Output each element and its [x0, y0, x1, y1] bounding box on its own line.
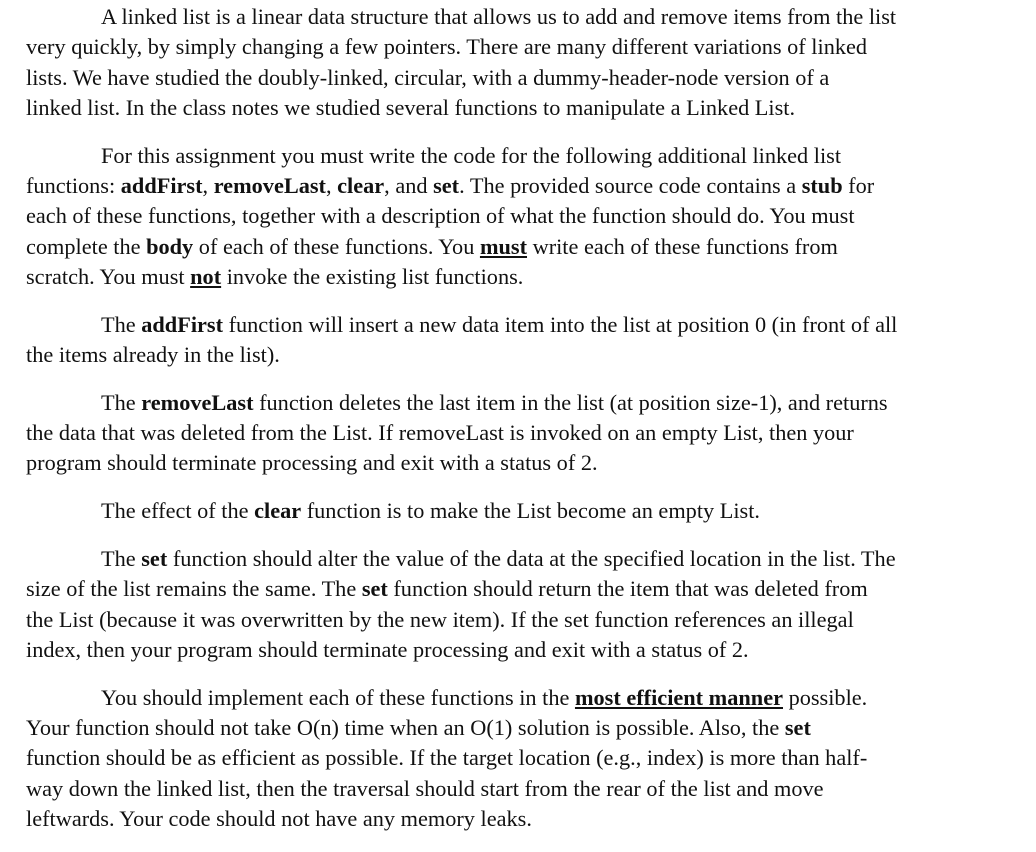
emphasized-text: must: [479, 233, 528, 259]
text-run: invoke the existing list functions.: [221, 263, 524, 289]
paragraph-removelast: [26, 388, 996, 479]
emphasized-text: removeLast: [141, 389, 254, 415]
text-run: of each of these functions. You: [193, 233, 480, 259]
text-line: [26, 340, 996, 370]
text-run: function should be as efficient as possible. If the target location (e.g., index) is more than half-: [26, 745, 868, 771]
text-line: [26, 544, 996, 574]
emphasized-text: set: [361, 576, 388, 602]
text-run: function deletes the last item in the list (at position size-1), and returns: [253, 389, 888, 415]
text-run: leftwards. Your code should not have any memory leaks.: [26, 805, 532, 831]
emphasized-text: removeLast: [213, 172, 326, 198]
text-line: [26, 574, 996, 604]
emphasized-text: most efficient manner: [574, 684, 783, 710]
text-run: . The provided source code contains a: [459, 172, 802, 198]
emphasized-text: body: [146, 233, 194, 259]
text-line: [26, 232, 996, 262]
text-run: the data that was deleted from the List. If removeLast is invoked on an empty List, then your: [26, 420, 854, 446]
text-line: [26, 743, 996, 773]
text-line: [26, 774, 996, 804]
text-line: [26, 171, 996, 201]
text-line: [26, 635, 996, 665]
text-line: [26, 388, 996, 418]
text-line: [26, 418, 996, 448]
text-line: [26, 496, 996, 526]
text-run: linked list. In the class notes we studied several functions to manipulate a Linked List.: [26, 94, 796, 120]
text-run: scratch. You must: [26, 263, 191, 289]
text-run: function is to make the List become an empty List.: [301, 498, 760, 524]
text-line: [26, 2, 996, 32]
text-line: [26, 713, 996, 743]
emphasized-text: addFirst: [141, 311, 224, 337]
text-line: [26, 605, 996, 635]
text-run: the items already in the list).: [26, 341, 280, 367]
text-run: The: [101, 545, 142, 571]
text-run: , and: [384, 172, 434, 198]
text-line: [26, 804, 996, 834]
emphasized-text: set: [784, 714, 811, 740]
paragraph-set: [26, 544, 996, 665]
text-run: The effect of the: [101, 498, 255, 524]
emphasized-text: set: [433, 172, 460, 198]
text-run: Your function should not take O(n) time when an O(1) solution is possible. Also, the: [26, 714, 785, 740]
text-line: [26, 63, 996, 93]
text-line: [26, 310, 996, 340]
assignment-document: [26, 2, 996, 852]
text-run: program should terminate processing and exit with a status of 2.: [26, 450, 598, 476]
text-line: [26, 683, 996, 713]
text-run: for: [842, 172, 875, 198]
text-run: function will insert a new data item into the list at position 0 (in front of all: [223, 311, 898, 337]
text-run: way down the linked list, then the traversal should start from the rear of the list and move: [26, 775, 824, 801]
text-line: [26, 141, 996, 171]
text-line: [26, 448, 996, 478]
text-run: write each of these functions from: [527, 233, 838, 259]
text-run: function should alter the value of the data at the specified location in the list. The: [167, 545, 896, 571]
paragraph-efficiency: [26, 683, 996, 834]
text-run: complete the: [26, 233, 147, 259]
paragraph-addfirst: [26, 310, 996, 371]
text-run: ,: [325, 172, 338, 198]
text-line: [26, 32, 996, 62]
text-run: function should return the item that was deleted from: [387, 576, 868, 602]
text-line: [26, 93, 996, 123]
text-line: [26, 201, 996, 231]
text-run: each of these functions, together with a description of what the function should do. You must: [26, 203, 855, 229]
emphasized-text: stub: [801, 172, 843, 198]
paragraph-intro: [26, 2, 996, 123]
text-run: ,: [202, 172, 214, 198]
emphasized-text: set: [141, 545, 168, 571]
text-run: For this assignment you must write the code for the following additional linked list: [101, 142, 842, 168]
text-run: You should implement each of these functions in the: [101, 684, 575, 710]
emphasized-text: addFirst: [120, 172, 203, 198]
text-run: The: [101, 311, 142, 337]
text-run: the List (because it was overwritten by the new item). If the set function references an illegal: [26, 606, 854, 632]
text-run: lists. We have studied the doubly-linked, circular, with a dummy-header-node version of a: [26, 64, 830, 90]
text-run: very quickly, by simply changing a few pointers. There are many different variations of linked: [26, 34, 868, 60]
emphasized-text: not: [190, 263, 222, 289]
text-line: [26, 262, 996, 292]
text-run: functions:: [26, 172, 121, 198]
emphasized-text: clear: [337, 172, 385, 198]
text-run: size of the list remains the same. The: [26, 576, 362, 602]
emphasized-text: clear: [254, 498, 302, 524]
paragraph-assignment-overview: [26, 141, 996, 292]
text-run: A linked list is a linear data structure that allows us to add and remove items from the list: [101, 4, 897, 29]
text-run: possible.: [783, 684, 868, 710]
text-run: The: [101, 389, 142, 415]
text-run: index, then your program should terminate processing and exit with a status of 2.: [26, 636, 749, 662]
paragraph-clear: [26, 496, 996, 526]
